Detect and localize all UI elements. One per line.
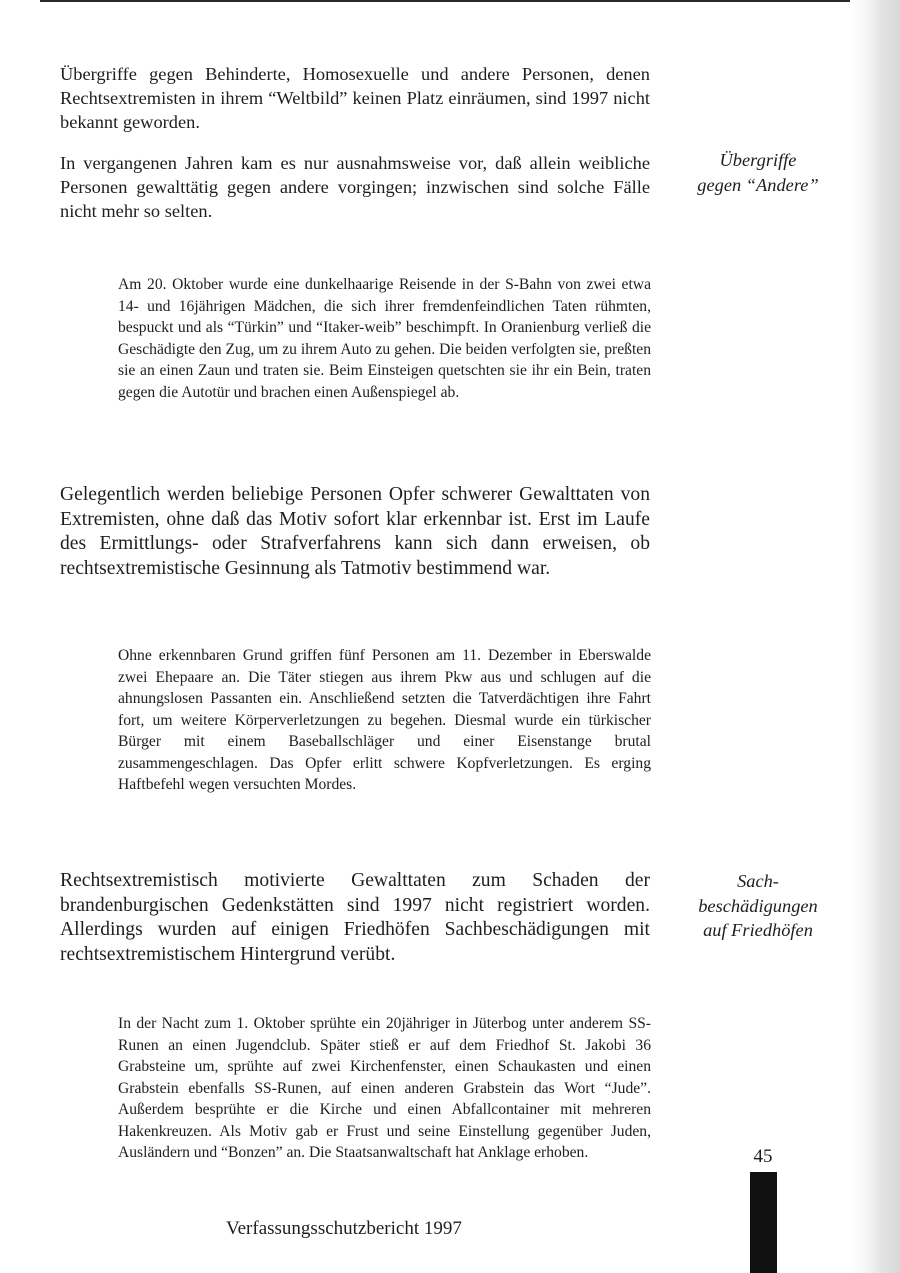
sidenote-uebergriffe: [663, 148, 853, 197]
case-report-sbahn: Am 20. Oktober wurde eine dunkelhaarige Reisende in der S-Bahn von zwei etwa 14- und 16jährigen Mädchen, die sich ihrer fremdenfeindlichen Taten rühmten, bespuckt und als “Türkin” und “Itaker-weib” beschimpft. In Oranienburg verließ die Geschädigte den Zug, um zu ihrem Auto zu gehen. Die beiden verfolgten sie, preßten sie an einen Zaun und traten sie. Beim Einsteigen quetschten sie ihr ein Bein, traten gegen die Autotür und brachen einen Außenspiegel ab.: [118, 276, 651, 401]
footer-title: Verfassungsschutzbericht 1997: [226, 1218, 462, 1239]
top-rule: [40, 0, 850, 2]
sidenote-line: gegen “Andere”: [697, 174, 819, 195]
paragraph-female-offenders: In vergangenen Jahren kam es nur ausnahmsweise vor, daß allein weibliche Personen gewalttätig gegen andere vorgingen; inzwischen sind solche Fälle nicht mehr so selten.: [60, 153, 650, 221]
page-edge-shadow: [852, 0, 900, 1273]
page-tab-marker: [750, 1172, 777, 1273]
sidenote-line: Übergriffe: [719, 150, 797, 170]
page-number: 45: [753, 1146, 773, 1167]
case-report-jueterbog: In der Nacht zum 1. Oktober sprühte ein 20jähriger in Jüterbog unter anderem SS-Runen an einen Jugendclub. Später stieß er auf dem Friedhof St. Jakobi 36 Grabsteine um, sprühte auf zwei Kirchenfenster, einen Schaukasten und einen Grabstein ebenfalls SS-Runen, auf einen anderen Grabstein das Wort “Jude”. Außerdem besprühte er die Kirche und einen Abfallcontainer mit mehreren Hakenkreuzen. Als Motiv gab er Frust und seine Einstellung gegenüber Juden, Ausländern und “Bonzen” an. Die Staatsanwaltschaft hat Anklage erhoben.: [118, 1015, 651, 1161]
sidenote-line: Sach-: [737, 871, 779, 891]
paragraph-intro: Übergriffe gegen Behinderte, Homosexuelle und andere Personen, denen Rechtsextremisten in ihrem “Weltbild” keinen Platz einräumen, sind 1997 nicht bekannt geworden.: [60, 64, 650, 132]
case-report-eberswalde: Ohne erkennbaren Grund griffen fünf Personen am 11. Dezember in Eberswalde zwei Ehepaare an. Die Täter stiegen aus ihrem Pkw aus und schlugen auf die ahnungslosen Passanten ein. Anschließend setzten die Tatverdächtigen ihre Fahrt fort, um weitere Körperverletzungen zu begehen. Diesmal wurde ein türkischer Bürger mit einem Baseballschläger und einer Eisenstange brutal zusammengeschlagen. Das Opfer erlitt schwere Kopfverletzungen. Es erging Haftbefehl wegen versuchten Mordes.: [118, 647, 651, 793]
sidenote-sachbeschaedigungen: [663, 869, 853, 943]
sidenote-line: beschädigungen: [698, 895, 818, 916]
paragraph-arbitrary-victims: Gelegentlich werden beliebige Personen Opfer schwerer Gewalttaten von Extremisten, ohne daß das Motiv sofort klar erkennbar ist. Erst im Laufe des Ermittlungs- oder Strafverfahrens kann sich dann erweisen, ob rechtsextremistische Gesinnung als Tatmotiv bestimmend war.: [60, 484, 650, 579]
paragraph-memorials: Rechtsextremistisch motivierte Gewalttaten zum Schaden der brandenburgischen Gedenkstätten sind 1997 nicht registriert worden. Allerdings wurden auf einigen Friedhöfen Sachbeschädigungen mit rechtsextremistischem Hintergrund verübt.: [60, 870, 650, 965]
sidenote-line: auf Friedhöfen: [703, 920, 813, 940]
